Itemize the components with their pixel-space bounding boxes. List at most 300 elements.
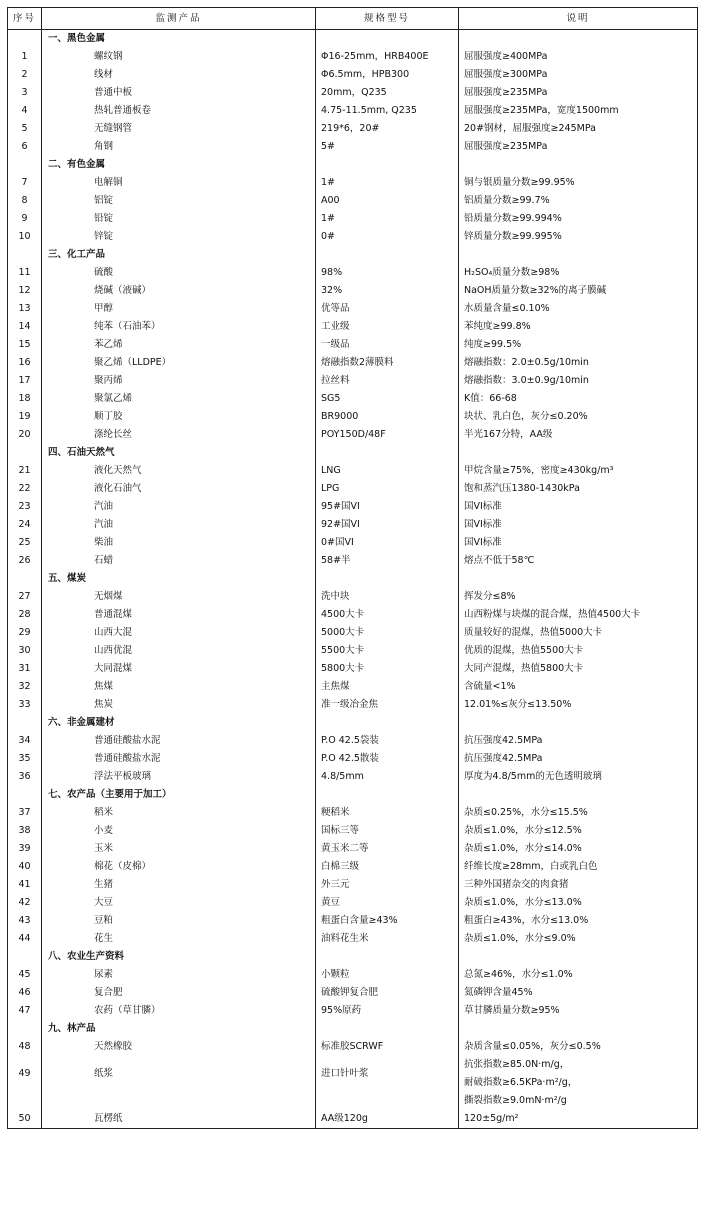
product-name: 甲醇 — [42, 300, 316, 318]
row-number: 37 — [8, 804, 42, 822]
table-row — [8, 534, 698, 552]
product-spec: 外三元 — [316, 876, 459, 894]
category-number-cell — [8, 948, 42, 966]
product-name: 无烟煤 — [42, 588, 316, 606]
description-line-2: 耐破指数≥6.5KPa·m²/g， — [464, 1077, 578, 1088]
table-row — [8, 678, 698, 696]
category-spec-cell — [316, 246, 459, 264]
product-spec: SG5 — [316, 390, 459, 408]
row-number: 14 — [8, 318, 42, 336]
category-desc-cell — [459, 786, 698, 804]
table-row — [8, 588, 698, 606]
product-description: 含硫量<1% — [459, 678, 698, 696]
table-row — [8, 300, 698, 318]
row-number: 6 — [8, 138, 42, 156]
category-row — [8, 1020, 698, 1038]
row-number: 36 — [8, 768, 42, 786]
table-row — [8, 318, 698, 336]
table-row — [8, 876, 698, 894]
product-name: 汽油 — [42, 498, 316, 516]
product-spec: 小颗粒 — [316, 966, 459, 984]
table-row — [8, 1038, 698, 1056]
product-name: 锌锭 — [42, 228, 316, 246]
product-name: 顺丁胶 — [42, 408, 316, 426]
product-description: 铝质量分数≥99.7% — [459, 192, 698, 210]
category-desc-cell — [459, 444, 698, 462]
row-number: 11 — [8, 264, 42, 282]
product-name: 柴油 — [42, 534, 316, 552]
table-row — [8, 174, 698, 192]
product-description: 120±5g/m² — [459, 1110, 698, 1129]
row-number: 28 — [8, 606, 42, 624]
product-name: 山西大混 — [42, 624, 316, 642]
product-description: 20#钢材，屈服强度≥245MPa — [459, 120, 698, 138]
product-name: 热轧普通板卷 — [42, 102, 316, 120]
product-description: 水质量含量≤0.10% — [459, 300, 698, 318]
product-spec: 58#半 — [316, 552, 459, 570]
product-spec: Φ6.5mm，HPB300 — [316, 66, 459, 84]
description-line-1: 抗张指数≥85.0N·m/g， — [464, 1059, 570, 1070]
category-title: 七、农产品（主要用于加工） — [42, 786, 316, 804]
product-description: 杂质≤0.25%，水分≤15.5% — [459, 804, 698, 822]
table-row — [8, 912, 698, 930]
product-name: 涤纶长丝 — [42, 426, 316, 444]
product-spec: 5# — [316, 138, 459, 156]
row-number: 3 — [8, 84, 42, 102]
category-spec-cell — [316, 444, 459, 462]
table-row — [8, 768, 698, 786]
product-spec: 32% — [316, 282, 459, 300]
row-number: 25 — [8, 534, 42, 552]
product-description: 挥发分≤8% — [459, 588, 698, 606]
row-number: 5 — [8, 120, 42, 138]
row-number: 9 — [8, 210, 42, 228]
product-name: 聚丙烯 — [42, 372, 316, 390]
row-number: 17 — [8, 372, 42, 390]
table-row — [8, 750, 698, 768]
product-spec: 98% — [316, 264, 459, 282]
category-title: 八、农业生产资料 — [42, 948, 316, 966]
table-row — [8, 516, 698, 534]
product-description: 国VI标准 — [459, 516, 698, 534]
product-description: 纤维长度≥28mm，白或乳白色 — [459, 858, 698, 876]
product-description: 甲烷含量≥75%，密度≥430kg/m³ — [459, 462, 698, 480]
table-row — [8, 1110, 698, 1129]
table-row — [8, 1056, 698, 1092]
product-spec: 1# — [316, 210, 459, 228]
product-spec: 0#国VI — [316, 534, 459, 552]
category-title: 五、煤炭 — [42, 570, 316, 588]
product-name: 普通硅酸盐水泥 — [42, 750, 316, 768]
product-spec: 5500大卡 — [316, 642, 459, 660]
table-row — [8, 606, 698, 624]
row-number: 46 — [8, 984, 42, 1002]
table-row — [8, 552, 698, 570]
product-name: 线材 — [42, 66, 316, 84]
product-description: 杂质≤1.0%，水分≤12.5% — [459, 822, 698, 840]
product-spec: 219*6，20# — [316, 120, 459, 138]
category-number-cell — [8, 156, 42, 174]
row-number: 38 — [8, 822, 42, 840]
product-description: NaOH质量分数≥32%的离子膜碱 — [459, 282, 698, 300]
row-number: 16 — [8, 354, 42, 372]
row-number: 33 — [8, 696, 42, 714]
product-description — [459, 1056, 698, 1092]
product-description: 杂质含量≤0.05%，灰分≤0.5% — [459, 1038, 698, 1056]
product-description: H₂SO₄质量分数≥98% — [459, 264, 698, 282]
category-number-cell — [8, 570, 42, 588]
table-row — [8, 498, 698, 516]
category-row — [8, 714, 698, 732]
product-spec: 标准胶SCRWF — [316, 1038, 459, 1056]
row-number: 47 — [8, 1002, 42, 1020]
product-name: 铅锭 — [42, 210, 316, 228]
product-name: 电解铜 — [42, 174, 316, 192]
row-number: 42 — [8, 894, 42, 912]
product-description: 熔融指数：3.0±0.9g/10min — [459, 372, 698, 390]
product-description: 饱和蒸汽压1380-1430kPa — [459, 480, 698, 498]
product-name: 汽油 — [42, 516, 316, 534]
category-desc-cell — [459, 246, 698, 264]
product-spec: Φ16-25mm，HRB400E — [316, 48, 459, 66]
product-description: 铜与银质量分数≥99.95% — [459, 174, 698, 192]
table-row — [8, 408, 698, 426]
table-header — [8, 8, 698, 30]
product-spec: 4.75-11.5mm, Q235 — [316, 102, 459, 120]
product-spec: 0# — [316, 228, 459, 246]
product-spec: 黄玉米二等 — [316, 840, 459, 858]
row-number: 35 — [8, 750, 42, 768]
table-body — [8, 30, 698, 1129]
category-title: 二、有色金属 — [42, 156, 316, 174]
product-spec: LNG — [316, 462, 459, 480]
category-desc-cell — [459, 570, 698, 588]
category-desc-cell — [459, 1020, 698, 1038]
product-name: 石蜡 — [42, 552, 316, 570]
product-description: 大同产混煤，热值5800大卡 — [459, 660, 698, 678]
table-row — [8, 48, 698, 66]
row-number: 10 — [8, 228, 42, 246]
category-title: 一、黑色金属 — [42, 30, 316, 49]
product-description: 杂质≤1.0%，水分≤13.0% — [459, 894, 698, 912]
product-spec: 粗蛋白含量≥43% — [316, 912, 459, 930]
row-number: 29 — [8, 624, 42, 642]
product-description: 厚度为4.8/5mm的无色透明玻璃 — [459, 768, 698, 786]
product-name: 焦炭 — [42, 696, 316, 714]
category-spec-cell — [316, 948, 459, 966]
table-row — [8, 660, 698, 678]
product-description: 苯纯度≥99.8% — [459, 318, 698, 336]
category-spec-cell — [316, 786, 459, 804]
category-number-cell — [8, 786, 42, 804]
row-number: 21 — [8, 462, 42, 480]
product-name: 硫酸 — [42, 264, 316, 282]
product-name: 棉花（皮棉） — [42, 858, 316, 876]
product-spec: 20mm，Q235 — [316, 84, 459, 102]
row-number: 48 — [8, 1038, 42, 1056]
product-name: 复合肥 — [42, 984, 316, 1002]
product-name: 普通硅酸盐水泥 — [42, 732, 316, 750]
row-number: 39 — [8, 840, 42, 858]
table-row — [8, 984, 698, 1002]
category-row — [8, 948, 698, 966]
product-spec: 92#国VI — [316, 516, 459, 534]
product-name: 花生 — [42, 930, 316, 948]
category-spec-cell — [316, 1020, 459, 1038]
row-number: 50 — [8, 1110, 42, 1129]
table-row — [8, 624, 698, 642]
category-title: 九、林产品 — [42, 1020, 316, 1038]
product-spec: 4.8/5mm — [316, 768, 459, 786]
product-description: 国VI标准 — [459, 498, 698, 516]
product-name: 生猪 — [42, 876, 316, 894]
product-description: 纯度≥99.5% — [459, 336, 698, 354]
product-name: 农药（草甘膦） — [42, 1002, 316, 1020]
product-spec: BR9000 — [316, 408, 459, 426]
table-row — [8, 336, 698, 354]
product-name: 液化石油气 — [42, 480, 316, 498]
table-row — [8, 858, 698, 876]
row-number: 41 — [8, 876, 42, 894]
category-title: 六、非金属建材 — [42, 714, 316, 732]
category-title: 三、化工产品 — [42, 246, 316, 264]
category-row — [8, 570, 698, 588]
table-row — [8, 840, 698, 858]
table-row — [8, 264, 698, 282]
product-name: 浮法平板玻璃 — [42, 768, 316, 786]
category-row — [8, 444, 698, 462]
product-name: 纯苯（石油苯） — [42, 318, 316, 336]
category-title: 四、石油天然气 — [42, 444, 316, 462]
product-spec: P.O 42.5袋装 — [316, 732, 459, 750]
category-row — [8, 30, 698, 49]
product-name: 大豆 — [42, 894, 316, 912]
product-name: 苯乙烯 — [42, 336, 316, 354]
product-description: 屈服强度≥235MPa，宽度1500mm — [459, 102, 698, 120]
product-spec: LPG — [316, 480, 459, 498]
category-number-cell — [8, 714, 42, 732]
table-row — [8, 66, 698, 84]
category-desc-cell — [459, 948, 698, 966]
row-number: 1 — [8, 48, 42, 66]
product-spec: 主焦煤 — [316, 678, 459, 696]
description-line-3: 撕裂指数≥9.0mN·m²/g — [459, 1092, 698, 1110]
product-name: 豆粕 — [42, 912, 316, 930]
row-number: 27 — [8, 588, 42, 606]
product-spec: 优等品 — [316, 300, 459, 318]
table-row — [8, 804, 698, 822]
product-description: 锌质量分数≥99.995% — [459, 228, 698, 246]
product-spec: 拉丝料 — [316, 372, 459, 390]
product-description: 杂质≤1.0%，水分≤14.0% — [459, 840, 698, 858]
table-row-continuation — [8, 1092, 698, 1110]
product-description: 抗压强度42.5MPa — [459, 732, 698, 750]
category-spec-cell — [316, 30, 459, 49]
table-row — [8, 372, 698, 390]
product-spec: 进口针叶浆 — [316, 1056, 459, 1092]
row-number: 23 — [8, 498, 42, 516]
product-name: 大同混煤 — [42, 660, 316, 678]
row-number: 43 — [8, 912, 42, 930]
row-number: 34 — [8, 732, 42, 750]
header-serial-number: 序号 — [8, 8, 42, 30]
product-spec: 1# — [316, 174, 459, 192]
product-description: 块状、乳白色，灰分≤0.20% — [459, 408, 698, 426]
product-description: 三种外国猪杂交的肉食猪 — [459, 876, 698, 894]
product-spec: 黄豆 — [316, 894, 459, 912]
product-description: 杂质≤1.0%，水分≤9.0% — [459, 930, 698, 948]
header-description: 说明 — [459, 8, 698, 30]
product-description: 熔融指数：2.0±0.5g/10min — [459, 354, 698, 372]
row-number: 30 — [8, 642, 42, 660]
product-name: 稻米 — [42, 804, 316, 822]
product-name: 烧碱（液碱） — [42, 282, 316, 300]
product-description: 草甘膦质量分数≥95% — [459, 1002, 698, 1020]
table-row — [8, 696, 698, 714]
product-name: 普通混煤 — [42, 606, 316, 624]
product-spec: 白棉三级 — [316, 858, 459, 876]
header-product: 监测产品 — [42, 8, 316, 30]
row-number: 12 — [8, 282, 42, 300]
product-spec: 油料花生米 — [316, 930, 459, 948]
product-name: 玉米 — [42, 840, 316, 858]
product-description: 12.01%≤灰分≤13.50% — [459, 696, 698, 714]
category-number-cell — [8, 444, 42, 462]
product-description: 屈服强度≥400MPa — [459, 48, 698, 66]
category-desc-cell — [459, 714, 698, 732]
table-row — [8, 462, 698, 480]
product-description: 屈服强度≥235MPa — [459, 84, 698, 102]
header-row — [8, 8, 698, 30]
table-row — [8, 102, 698, 120]
product-spec: 95#国VI — [316, 498, 459, 516]
product-description: 半光167分特，AA级 — [459, 426, 698, 444]
product-spec: 5000大卡 — [316, 624, 459, 642]
product-spec: AA级120g — [316, 1110, 459, 1129]
product-spec: POY150D/48F — [316, 426, 459, 444]
document-page — [7, 7, 697, 1129]
row-number: 8 — [8, 192, 42, 210]
product-spec: 4500大卡 — [316, 606, 459, 624]
row-number: 18 — [8, 390, 42, 408]
category-number-cell — [8, 30, 42, 49]
product-description: 总氮≥46%，水分≤1.0% — [459, 966, 698, 984]
product-name: 铝锭 — [42, 192, 316, 210]
row-number: 49 — [8, 1056, 42, 1092]
row-number-empty — [8, 1092, 42, 1110]
category-desc-cell — [459, 156, 698, 174]
table-row — [8, 1002, 698, 1020]
product-spec: P.O 42.5散装 — [316, 750, 459, 768]
row-number: 32 — [8, 678, 42, 696]
row-number: 44 — [8, 930, 42, 948]
table-row — [8, 732, 698, 750]
product-spec: 工业级 — [316, 318, 459, 336]
table-row — [8, 120, 698, 138]
table-row — [8, 426, 698, 444]
product-description: 氮磷钾含量45% — [459, 984, 698, 1002]
product-name: 角钢 — [42, 138, 316, 156]
row-number: 13 — [8, 300, 42, 318]
product-spec: 国标三等 — [316, 822, 459, 840]
table-row — [8, 228, 698, 246]
row-number: 45 — [8, 966, 42, 984]
table-row — [8, 210, 698, 228]
row-number: 40 — [8, 858, 42, 876]
product-name: 天然橡胶 — [42, 1038, 316, 1056]
row-number: 19 — [8, 408, 42, 426]
product-name: 山西优混 — [42, 642, 316, 660]
category-desc-cell — [459, 30, 698, 49]
product-description: K值：66-68 — [459, 390, 698, 408]
product-spec: 95%原药 — [316, 1002, 459, 1020]
product-name: 聚乙烯（LLDPE） — [42, 354, 316, 372]
table-row — [8, 390, 698, 408]
product-description: 铅质量分数≥99.994% — [459, 210, 698, 228]
product-description: 抗压强度42.5MPa — [459, 750, 698, 768]
category-number-cell — [8, 246, 42, 264]
product-name: 小麦 — [42, 822, 316, 840]
product-description: 屈服强度≥300MPa — [459, 66, 698, 84]
row-number: 20 — [8, 426, 42, 444]
category-spec-cell — [316, 714, 459, 732]
product-name: 普通中板 — [42, 84, 316, 102]
category-row — [8, 156, 698, 174]
product-spec: 熔融指数2薄膜料 — [316, 354, 459, 372]
row-number: 24 — [8, 516, 42, 534]
product-name: 尿素 — [42, 966, 316, 984]
product-name: 聚氯乙烯 — [42, 390, 316, 408]
product-name: 瓦楞纸 — [42, 1110, 316, 1129]
category-spec-cell — [316, 570, 459, 588]
table-row — [8, 822, 698, 840]
row-number: 7 — [8, 174, 42, 192]
product-spec: 一级品 — [316, 336, 459, 354]
product-name: 纸浆 — [42, 1056, 316, 1092]
product-spec: 5800大卡 — [316, 660, 459, 678]
table-row — [8, 480, 698, 498]
product-name: 螺纹钢 — [42, 48, 316, 66]
monitoring-products-table — [7, 7, 698, 1129]
product-name: 焦煤 — [42, 678, 316, 696]
category-row — [8, 246, 698, 264]
product-name: 无缝钢管 — [42, 120, 316, 138]
table-row — [8, 930, 698, 948]
category-number-cell — [8, 1020, 42, 1038]
product-description: 粗蛋白≥43%，水分≤13.0% — [459, 912, 698, 930]
table-row — [8, 894, 698, 912]
product-description: 山西粉煤与块煤的混合煤，热值4500大卡 — [459, 606, 698, 624]
table-row — [8, 966, 698, 984]
row-number: 2 — [8, 66, 42, 84]
product-spec: 粳稻米 — [316, 804, 459, 822]
row-number: 22 — [8, 480, 42, 498]
product-description: 质量较好的混煤，热值5000大卡 — [459, 624, 698, 642]
table-row — [8, 282, 698, 300]
header-specification: 规格型号 — [316, 8, 459, 30]
row-number: 4 — [8, 102, 42, 120]
product-spec: 硫酸钾复合肥 — [316, 984, 459, 1002]
table-row — [8, 84, 698, 102]
table-row — [8, 354, 698, 372]
table-row — [8, 192, 698, 210]
row-number: 15 — [8, 336, 42, 354]
product-name: 液化天然气 — [42, 462, 316, 480]
product-spec: A00 — [316, 192, 459, 210]
product-name-empty — [42, 1092, 316, 1110]
product-spec: 准一级冶金焦 — [316, 696, 459, 714]
category-spec-cell — [316, 156, 459, 174]
